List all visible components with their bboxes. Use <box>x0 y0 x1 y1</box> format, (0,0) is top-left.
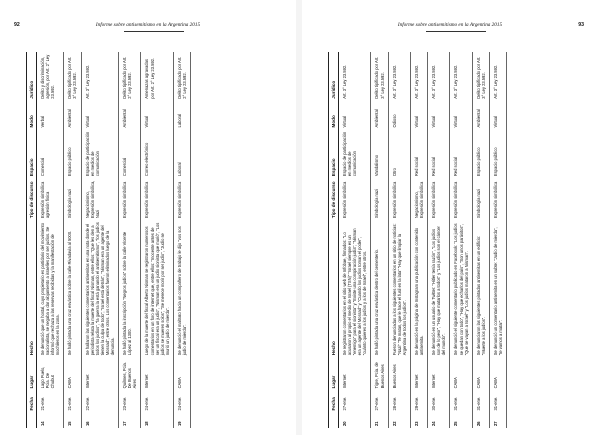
cell-type: Expresión simbólica <box>428 178 450 220</box>
column-header: Lugar <box>329 357 339 390</box>
column-header: Modo <box>27 101 37 130</box>
left-page <box>4 0 292 435</box>
cell-date: 31-ene. <box>472 390 489 412</box>
cell-date: 31-ene. <box>489 390 506 412</box>
cell-fact: Se halló pintada la inscripción "Negros judíos" sobre la calle Vicente López al 1300. <box>119 220 141 357</box>
cell-num: 15 <box>64 413 81 428</box>
cell-space: Red social <box>410 129 427 178</box>
cell-fact: Fueron denunciadas a los siguientes comentarios en un sitio de noticias: "Nazi" "Te matan, que le hace el fusil en la lata" "Hay que limpiar la Argentina de todos los judíos". <box>388 220 410 357</box>
cell-law: Art. 3° Ley 23.592. <box>339 52 371 101</box>
left-table-frame <box>26 52 282 428</box>
cell-fact: Se halló pintada una cruz esvástica dentro del cementerio. <box>371 220 388 357</box>
right-table-frame <box>328 52 584 428</box>
table-row <box>489 52 506 428</box>
cell-num: 23 <box>410 413 427 428</box>
cell-place: CABA <box>173 357 190 390</box>
cell-place: Tigre, Pcia. de Buenos Aires <box>371 357 388 390</box>
table-row <box>388 52 410 428</box>
cell-date: 24-ene. <box>173 390 190 412</box>
cell-place: Buenos Aires <box>388 357 410 390</box>
header-rule <box>426 31 486 32</box>
cell-num: 14 <box>37 413 64 428</box>
cell-mode: Virtual <box>141 101 173 130</box>
left-page-number: 92 <box>14 22 20 28</box>
right-incidents-table <box>328 52 507 428</box>
cell-law: Delito tipificado por Art. 3° Ley 23.592. <box>371 52 388 101</box>
cell-mode: Odioso <box>388 101 410 130</box>
column-header: Hecho <box>329 220 339 357</box>
cell-law: Delito tipificado por Art. 3° Ley 23.592. <box>64 52 81 101</box>
cell-law: Delito tipificado por Art. 3° Ley 23.592. <box>472 52 489 101</box>
cell-place: Lago Puelo, Pcia. De Chubut <box>37 357 64 390</box>
cell-date: 28-ene. <box>388 390 410 412</box>
cell-space: Correo electrónico <box>141 129 173 178</box>
cell-fact: Se denunció un comentario antisemita en un subte: "Judío de mierda", "te vamos a matar". <box>489 220 506 357</box>
cell-type: Expresión simbólica <box>489 178 506 220</box>
cell-date: 29-ene. <box>410 390 427 412</box>
cell-num: 17 <box>119 413 141 428</box>
cell-num: 18 <box>141 413 173 428</box>
cell-type: Expresión simbólica <box>173 178 190 220</box>
table-row <box>173 52 190 428</box>
right-page-number: 93 <box>578 22 584 28</box>
cell-fact: Se denunció en la página de Instagram una publicación con contenido antisemita. <box>410 220 427 357</box>
right-page <box>306 0 594 435</box>
table-row <box>339 52 371 428</box>
cell-mode: Virtual <box>450 101 472 130</box>
cell-space: Espacio público <box>472 129 489 178</box>
left-page-title: Informe sobre antisemitismo en la Argentina 2015 <box>95 22 201 28</box>
table-row <box>428 52 450 428</box>
table-row <box>81 52 119 428</box>
cell-type: Negacionismo, Expresión simbólica <box>410 178 427 220</box>
cell-type: Expresión simbólica <box>388 178 410 220</box>
page-gutter <box>296 0 302 435</box>
cell-num: 21 <box>371 413 388 428</box>
cell-num: 27 <box>489 413 506 428</box>
cell-type: Simbología nazi <box>64 178 81 220</box>
cell-num: 26 <box>472 413 489 428</box>
cell-fact: Se denunció el siguiente comentario publicado en Facebook: "Los judíos se quedan con todo", "Hay que echarlos del país", "Son unos parásitos", "Que se vayan a Israel" y "Los judíos mataron a Nisman". <box>450 220 472 357</box>
cell-date: 27-ene. <box>371 390 388 412</box>
cell-space: Laboral <box>173 129 190 178</box>
cell-place: Internet <box>410 357 427 390</box>
cell-law: Art. 3° Ley 23.592. <box>388 52 410 101</box>
table-header-row <box>27 52 37 428</box>
cell-mode: Virtual <box>410 101 427 130</box>
cell-space: Comercial <box>37 129 64 178</box>
cell-mode: Ambiental <box>119 101 141 130</box>
cell-place: Quilmes, Pcia. De Buenos Aires <box>119 357 141 390</box>
right-page-header <box>306 22 594 34</box>
cell-law: Delito tipificado por Art. 2° Ley 23.592. <box>173 52 190 101</box>
cell-space: Vandalismo <box>371 129 388 178</box>
cell-fact: Luego de la muerte del fiscal Alberto Nisman se registraron numerosos comentarios en un foro de internet que, entre ellos: "Inocente antes de ser un fiscal era un judío", "Nisman era un judío sionista que murió", "Los judíos se mueren solos", "Se merece morir por ser judío", "Judío se murió un judío de mierda". <box>141 220 173 357</box>
cell-fact: Se hallaron las siguientes comentarios antisemitas en una nota donde el periodista relata la muerte del fiscal Nisman, entre ellos: "Que les den a todos los judíos", "la guerra la está ganando el antisemitismo", "los judíos tienen la culpa de todo", "Israel está detrás", "Nisman era un agente del Mossad", entre otros. Los comentarios fueron eliminados luego de la denuncia. <box>81 220 119 357</box>
cell-type: Simbología nazi <box>371 178 388 220</box>
cell-mode: Virtual <box>489 101 506 130</box>
right-page-title: Informe sobre antisemitismo en la Argentina 2015 <box>397 22 503 28</box>
cell-date: 24-ene. <box>141 390 173 412</box>
table-row <box>64 52 81 428</box>
table-row <box>472 52 489 428</box>
cell-fact: Se denunciaron las siguientes pintadas antisemitas en un edificio: "Muerte a los judíos". <box>472 220 489 357</box>
table-row <box>37 52 64 428</box>
cell-place: CABA <box>64 357 81 390</box>
cell-law: Art. 3° Ley 23.592. <box>410 52 427 101</box>
cell-num: 16 <box>81 413 119 428</box>
left-page-header <box>4 22 292 34</box>
cell-date: 21-ene. <box>64 390 81 412</box>
table-row <box>141 52 173 428</box>
table-row <box>119 52 141 428</box>
cell-law: Amenazas agravadas por Art. 2° Ley 23.592. <box>141 52 173 101</box>
cell-fact: Se denunció en un usuario de Twitter: "Hitler tenía razón", "Los judíos son de lo peor", "Hay que matarlos a todos" y "Los judíos son el cáncer del mundo". <box>428 220 450 357</box>
table-row <box>450 52 472 428</box>
cell-fact: Se registraron comentarios en el sitio web de Infobae, firmados: "Lo acusaron al propio el medio de Israel (TSN)" "Israel siempre es un "enemigo" para el sionista" y "Existe una conspiración judía"; "Nisman era un agente del Mossad" y "Cuando los judíos toman el poder", "cuánto quieres a los judíos y a los de Israel", entre otros. <box>339 220 371 357</box>
cell-law: Art. 3° Ley 23.592. <box>489 52 506 101</box>
cell-law: Delito y discriminación, agresión, por Art. 2° Ley 23.592. <box>37 52 64 101</box>
cell-mode: Ambiental <box>64 101 81 130</box>
column-header-number <box>329 413 339 428</box>
column-header: Hecho <box>27 220 37 357</box>
cell-space: Red social <box>428 129 450 178</box>
cell-fact: Se denunció el maltrato hacia un compañero de trabajo le dijo "vos sos judío de mierda". <box>173 220 190 357</box>
cell-space: Espacio público <box>489 129 506 178</box>
cell-fact: Se denunció que un hostal, cuyo propietario es partidario del movimiento nacionalista, se negaba a dar alojamiento a israelíes por ser judíos. Se informó que rechaza a las reservas recibidas y la manifestación de mochileros en la zona. <box>37 220 64 357</box>
cell-fact: Se halló pintada una cruz esvástica sobre la calle Rivadavia al 5000. <box>64 220 81 357</box>
cell-space: Espacio de participación en medios de comunicación <box>339 129 371 178</box>
cell-space: Red social <box>450 129 472 178</box>
column-header: Espacio <box>27 129 37 178</box>
column-header: Lugar <box>27 357 37 390</box>
cell-space: Espacio de participación en medios de comunicación <box>81 129 119 178</box>
column-header: Jurídico <box>27 52 37 101</box>
cell-mode: Virtual <box>339 101 371 130</box>
cell-type: Negacionismo, Expresión simbólica, Nazi <box>81 178 119 220</box>
cell-mode: Laboral <box>173 101 190 130</box>
cell-place: Internet <box>339 357 371 390</box>
cell-type: Expresión simbólica <box>450 178 472 220</box>
column-header: Tipo de discurso <box>329 178 339 220</box>
cell-type: Expresión simbólica <box>119 178 141 220</box>
table-row <box>410 52 427 428</box>
cell-law: Art. 3° Ley 23.592. <box>81 52 119 101</box>
cell-mode: Virtual <box>81 101 119 130</box>
cell-num: 24 <box>428 413 450 428</box>
cell-num: 25 <box>450 413 472 428</box>
cell-place: Internet <box>81 357 119 390</box>
cell-date: 30-ene. <box>428 390 450 412</box>
table-row <box>371 52 388 428</box>
header-rule <box>124 31 184 32</box>
column-header: Fecha <box>329 390 339 412</box>
cell-date: 22-ene. <box>81 390 119 412</box>
cell-place: CABA <box>450 357 472 390</box>
column-header: Fecha <box>27 390 37 412</box>
cell-num: 20 <box>339 413 371 428</box>
column-header-number <box>27 413 37 428</box>
column-header: Modo <box>329 101 339 130</box>
cell-mode: Verbal <box>37 101 64 130</box>
left-incidents-table <box>26 52 191 428</box>
cell-type: Expresión simbólica <box>141 178 173 220</box>
cell-date: 21-ene. <box>37 390 64 412</box>
column-header: Tipo de discurso <box>27 178 37 220</box>
column-header: Espacio <box>329 129 339 178</box>
cell-type: Expresión simbólica <box>339 178 371 220</box>
cell-place: CABA <box>472 357 489 390</box>
cell-mode: Virtual <box>428 101 450 130</box>
cell-type: Simbología nazi <box>472 178 489 220</box>
cell-date: 23-ene. <box>119 390 141 412</box>
cell-place: Internet <box>141 357 173 390</box>
cell-space: Comercial <box>119 129 141 178</box>
cell-place: Internet <box>428 357 450 390</box>
cell-date: 31-ene. <box>450 390 472 412</box>
cell-date: 27-ene. <box>339 390 371 412</box>
cell-place: CABA <box>489 357 506 390</box>
cell-num: 19 <box>173 413 190 428</box>
cell-type: Expresión simbólica agresión física <box>37 178 64 220</box>
cell-num: 22 <box>388 413 410 428</box>
cell-law: Delito tipificado por Art. 2° Ley 23.592. <box>119 52 141 101</box>
column-header: Jurídico <box>329 52 339 101</box>
table-header-row <box>329 52 339 428</box>
cell-law: Art. 3° Ley 23.592. <box>428 52 450 101</box>
cell-space: Otro <box>388 129 410 178</box>
cell-law: Art. 3° Ley 23.592. <box>450 52 472 101</box>
cell-space: Espacio público <box>64 129 81 178</box>
cell-mode: Ambiental <box>371 101 388 130</box>
cell-mode: Ambiental <box>472 101 489 130</box>
